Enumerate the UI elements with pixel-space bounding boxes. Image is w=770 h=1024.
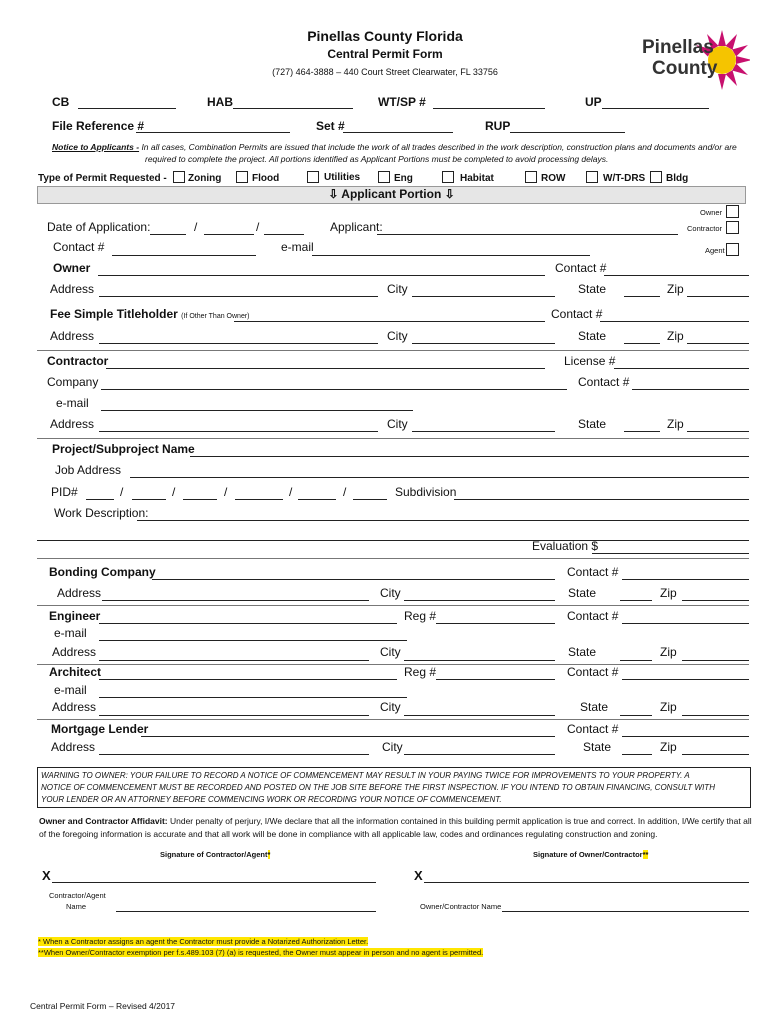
rup-field[interactable] (510, 132, 625, 133)
pid-sep-1: / (120, 485, 124, 499)
permit-type-label: Type of Permit Requested - (38, 173, 167, 184)
divider (37, 719, 749, 720)
owner-signature-label (533, 848, 648, 861)
mortgage-address-field[interactable] (99, 754, 369, 755)
contractor-zip-field[interactable] (687, 431, 749, 432)
agent-role-label: Agent (705, 246, 725, 255)
engineer-contact-label: Contact # (567, 609, 619, 623)
divider (37, 438, 749, 439)
notice-label: Notice to Applicants - (52, 142, 140, 152)
set-field[interactable] (343, 132, 453, 133)
divider (37, 664, 749, 665)
owner-signature-star: ** (642, 850, 649, 859)
wt-drs-checkbox[interactable] (586, 171, 598, 183)
owner-field[interactable] (98, 275, 545, 276)
office-address: (727) 464-3888 – 440 Court Street Clearwater, FL 33756 (272, 67, 498, 77)
zoning-label: Zoning (188, 173, 222, 184)
fee-simple-address-field[interactable] (99, 343, 378, 344)
habitat-label: Habitat (460, 173, 494, 184)
agent-role-checkbox[interactable] (726, 243, 739, 256)
date-month-field[interactable] (150, 234, 186, 235)
cb-label: CB (52, 95, 70, 109)
form-revision-footer: Central Permit Form – Revised 4/2017 (30, 1001, 176, 1011)
footnote-1-text: * When a Contractor assigns an agent the Contractor must provide a Notarized Authorization Letter. (38, 937, 369, 946)
affidavit-label: Owner and Contractor Affidavit: (39, 816, 168, 826)
flood-checkbox[interactable] (236, 171, 248, 183)
engineer-reg-label: Reg # (404, 609, 437, 623)
architect-reg-label: Reg # (404, 665, 437, 679)
divider (37, 350, 749, 351)
form-title: Pinellas County Florida (307, 28, 463, 44)
mortgage-city-field[interactable] (404, 754, 555, 755)
engineer-city-field[interactable] (404, 660, 555, 661)
wtsp-field[interactable] (433, 108, 545, 109)
contractor-zip-label: Zip (667, 417, 684, 431)
pid-field-1[interactable] (86, 499, 114, 500)
footnote-2-text: **When Owner/Contractor exemption per f.s.489.103 (7) (a) is requested, the Owner must appear in person and no agent is permitted. (38, 948, 484, 957)
fee-simple-city-field[interactable] (412, 343, 555, 344)
pid-field-6[interactable] (353, 499, 387, 500)
owner-contact-label: Contact # (555, 261, 607, 275)
company-field[interactable] (101, 389, 567, 390)
up-field[interactable] (602, 108, 709, 109)
architect-email-field[interactable] (99, 697, 407, 698)
notice-line-2: required to complete the project. All portions identified as Applicant Portions must be completed to avoid processing delays. (145, 154, 609, 164)
architect-field[interactable] (99, 679, 397, 680)
applicant-portion-banner (37, 186, 746, 204)
owner-signature-field[interactable] (424, 882, 749, 883)
evaluation-label: Evaluation $ (532, 539, 599, 553)
footnote-2 (38, 948, 483, 958)
bonding-state-field[interactable] (620, 600, 652, 601)
applicant-contact-label: Contact # (53, 240, 105, 254)
architect-zip-label: Zip (660, 700, 677, 714)
job-address-label: Job Address (55, 463, 122, 477)
divider (37, 558, 749, 559)
fee-simple-state-label: State (578, 329, 607, 343)
contractor-address-field[interactable] (99, 431, 378, 432)
pinellas-county-logo (638, 26, 750, 96)
pid-sep-2: / (172, 485, 176, 499)
pid-label: PID# (51, 485, 78, 499)
mortgage-contact-field[interactable] (622, 736, 749, 737)
footnote-1 (38, 937, 368, 947)
fee-simple-note: (If Other Than Owner) (181, 313, 250, 320)
mortgage-lender-label: Mortgage Lender (51, 722, 149, 736)
contractor-address-label: Address (50, 417, 95, 431)
utilities-label: Utilities (324, 172, 361, 183)
project-name-label: Project/Subproject Name (52, 442, 195, 456)
utilities-checkbox[interactable] (307, 171, 319, 183)
engineer-state-field[interactable] (620, 660, 652, 661)
wt-drs-label: W/T-DRS (603, 173, 646, 184)
owner-role-checkbox[interactable] (726, 205, 739, 218)
flood-label: Flood (252, 173, 280, 184)
bonding-company-label: Bonding Company (49, 565, 156, 579)
contractor-signature-label (160, 848, 270, 861)
affidavit-line-1: Under penalty of perjury, I/We declare that all the information contained in this building permit application is true and correct. In addition, I/We certify that all (169, 816, 752, 826)
warning-line-3: YOUR LENDER OR AN ATTORNEY BEFORE COMMENCING WORK OR RECORDING YOUR NOTICE OF COMMENCEMENT. (41, 795, 502, 804)
fee-simple-address-label: Address (50, 329, 95, 343)
contractor-email-label: e-mail (56, 396, 89, 410)
warning-line-2: NOTICE OF COMMENCEMENT MUST BE RECORDED AND POSTED ON THE JOB SITE BEFORE THE FIRST INSPECTION. IF YOU INTEND TO OBTAIN FINANCING, CONSULT WITH (41, 783, 715, 792)
work-description-label: Work Description: (54, 506, 149, 520)
contractor-signature-star: * (267, 850, 271, 859)
engineer-state-label: State (568, 645, 597, 659)
contractor-name-field[interactable] (116, 911, 376, 912)
evaluation-field[interactable] (592, 553, 749, 554)
owner-city-field[interactable] (412, 296, 555, 297)
work-description-field-line-2[interactable] (37, 540, 749, 541)
pid-field-5[interactable] (298, 499, 336, 500)
contractor-field[interactable] (106, 368, 545, 369)
architect-city-field[interactable] (404, 715, 555, 716)
engineer-email-label: e-mail (54, 626, 87, 640)
date-sep-2: / (256, 220, 260, 234)
contractor-state-field[interactable] (624, 431, 660, 432)
notice-line-1: In all cases, Combination Permits are issued that include the work of all trades described in the work description, construction plans and documents and/or are (141, 142, 737, 152)
bldg-label: Bldg (666, 173, 689, 184)
mortgage-state-field[interactable] (622, 754, 652, 755)
owner-state-field[interactable] (624, 296, 660, 297)
habitat-checkbox[interactable] (442, 171, 454, 183)
bonding-zip-field[interactable] (682, 600, 749, 601)
rup-label: RUP (485, 119, 511, 133)
cb-field[interactable] (78, 108, 176, 109)
owner-address-label: Address (50, 282, 95, 296)
mortgage-lender-field[interactable] (141, 736, 555, 737)
warning-box (37, 767, 751, 808)
bonding-city-label: City (380, 586, 401, 600)
engineer-label: Engineer (49, 609, 101, 623)
engineer-field[interactable] (99, 623, 397, 624)
architect-address-label: Address (52, 700, 97, 714)
date-year-field[interactable] (264, 234, 304, 235)
architect-zip-field[interactable] (682, 715, 749, 716)
engineer-email-field[interactable] (99, 640, 407, 641)
row-checkbox[interactable] (525, 171, 537, 183)
row-label: ROW (541, 173, 566, 184)
mortgage-state-label: State (583, 740, 612, 754)
architect-reg-field[interactable] (436, 679, 555, 680)
architect-address-field[interactable] (99, 715, 369, 716)
set-label: Set # (316, 119, 345, 133)
divider (37, 605, 749, 606)
wtsp-label: WT/SP # (378, 95, 426, 109)
engineer-reg-field[interactable] (436, 623, 555, 624)
contractor-email-field[interactable] (101, 410, 413, 411)
fee-simple-city-label: City (387, 329, 408, 343)
mortgage-address-label: Address (51, 740, 96, 754)
eng-checkbox[interactable] (378, 171, 390, 183)
contractor-state-label: State (578, 417, 607, 431)
owner-zip-label: Zip (667, 282, 684, 296)
mortgage-contact-label: Contact # (567, 722, 619, 736)
bonding-contact-field[interactable] (622, 579, 749, 580)
eng-label: Eng (394, 173, 413, 184)
owner-label: Owner (53, 261, 91, 275)
bonding-state-label: State (568, 586, 597, 600)
pid-field-4[interactable] (235, 499, 283, 500)
up-label: UP (585, 95, 602, 109)
applicant-contact-field[interactable] (112, 255, 256, 256)
license-label: License # (564, 354, 616, 368)
contractor-city-label: City (387, 417, 408, 431)
bonding-address-label: Address (57, 586, 102, 600)
pid-field-3[interactable] (183, 499, 217, 500)
date-day-field[interactable] (204, 234, 254, 235)
fee-simple-zip-field[interactable] (687, 343, 749, 344)
pid-sep-3: / (224, 485, 228, 499)
bonding-zip-label: Zip (660, 586, 677, 600)
contractor-city-field[interactable] (412, 431, 555, 432)
applicant-email-label: e-mail (281, 240, 314, 254)
affidavit-line-2: of the foregoing information is accurate and that all work will be done in compliance with all applicable law, codes and ordinances regulating construction and zoning. (39, 829, 658, 839)
warning-line-1: WARNING TO OWNER: YOUR FAILURE TO RECORD A NOTICE OF COMMENCEMENT MAY RESULT IN YOUR PAYING TWICE FOR IMPROVEMENTS TO YOUR PROPERTY. A (41, 771, 690, 780)
bonding-company-field[interactable] (152, 579, 555, 580)
owner-name-field[interactable] (502, 911, 749, 912)
engineer-address-label: Address (52, 645, 97, 659)
architect-state-field[interactable] (620, 715, 652, 716)
applicant-label: Applicant: (330, 220, 383, 234)
fee-simple-field[interactable] (234, 321, 545, 322)
engineer-address-field[interactable] (99, 660, 369, 661)
owner-zip-field[interactable] (687, 296, 749, 297)
contractor-role-checkbox[interactable] (726, 221, 739, 234)
bldg-checkbox[interactable] (650, 171, 662, 183)
job-address-field[interactable] (130, 477, 749, 478)
fee-simple-contact-field[interactable] (600, 321, 749, 322)
owner-city-label: City (387, 282, 408, 296)
owner-address-field[interactable] (99, 296, 378, 297)
date-of-application-label: Date of Application: (47, 220, 151, 234)
fee-simple-contact-label: Contact # (551, 307, 603, 321)
contractor-signature-text: Signature of Contractor/Agent (160, 850, 268, 859)
logo-text-county: County (652, 58, 718, 79)
form-subtitle: Central Permit Form (327, 47, 443, 61)
hab-label: HAB (207, 95, 233, 109)
hab-field[interactable] (233, 108, 353, 109)
architect-label: Architect (49, 665, 102, 679)
zoning-checkbox[interactable] (173, 171, 185, 183)
owner-contact-field[interactable] (604, 275, 749, 276)
engineer-zip-label: Zip (660, 645, 677, 659)
engineer-contact-field[interactable] (622, 623, 749, 624)
work-description-field[interactable] (137, 520, 749, 521)
mortgage-zip-field[interactable] (682, 754, 749, 755)
architect-email-label: e-mail (54, 683, 87, 697)
subdivision-label: Subdivision (395, 485, 457, 499)
owner-role-label: Owner (700, 208, 723, 217)
contractor-name-label-1: Contractor/Agent (49, 891, 106, 900)
affidavit-text (39, 815, 752, 828)
fee-simple-zip-label: Zip (667, 329, 684, 343)
contractor-label: Contractor (47, 354, 109, 368)
pid-sep-4: / (289, 485, 293, 499)
bonding-city-field[interactable] (404, 600, 555, 601)
bonding-contact-label: Contact # (567, 565, 619, 579)
contractor-role-label: Contractor (687, 224, 723, 233)
owner-signature-text: Signature of Owner/Contractor (533, 850, 643, 859)
applicant-email-field[interactable] (312, 255, 590, 256)
bonding-address-field[interactable] (102, 600, 369, 601)
date-sep-1: / (194, 220, 198, 234)
architect-contact-label: Contact # (567, 665, 619, 679)
company-label: Company (47, 375, 99, 389)
applicant-portion-title: ⇩ Applicant Portion ⇩ (328, 187, 455, 201)
company-contact-field[interactable] (632, 389, 749, 390)
engineer-zip-field[interactable] (682, 660, 749, 661)
architect-contact-field[interactable] (622, 679, 749, 680)
subdivision-field[interactable] (454, 499, 749, 500)
architect-state-label: State (580, 700, 609, 714)
owner-state-label: State (578, 282, 607, 296)
company-contact-label: Contact # (578, 375, 630, 389)
logo-text-pinellas: Pinellas (642, 37, 714, 58)
project-name-field[interactable] (190, 456, 749, 457)
license-field[interactable] (614, 368, 749, 369)
architect-city-label: City (380, 700, 401, 714)
contractor-signature-x: X (42, 868, 51, 883)
applicant-field[interactable] (377, 234, 678, 235)
pid-sep-5: / (343, 485, 347, 499)
engineer-city-label: City (380, 645, 401, 659)
mortgage-city-label: City (382, 740, 403, 754)
pid-field-2[interactable] (132, 499, 166, 500)
owner-name-label: Owner/Contractor Name (420, 902, 502, 911)
fee-simple-text: Fee Simple Titleholder (50, 307, 178, 321)
file-reference-label: File Reference # (52, 119, 145, 133)
contractor-name-label-2: Name (66, 902, 87, 911)
fee-simple-state-field[interactable] (624, 343, 660, 344)
file-reference-field[interactable] (136, 132, 290, 133)
owner-signature-x: X (414, 868, 423, 883)
mortgage-zip-label: Zip (660, 740, 677, 754)
contractor-signature-field[interactable] (52, 882, 376, 883)
fee-simple-label (50, 308, 250, 323)
